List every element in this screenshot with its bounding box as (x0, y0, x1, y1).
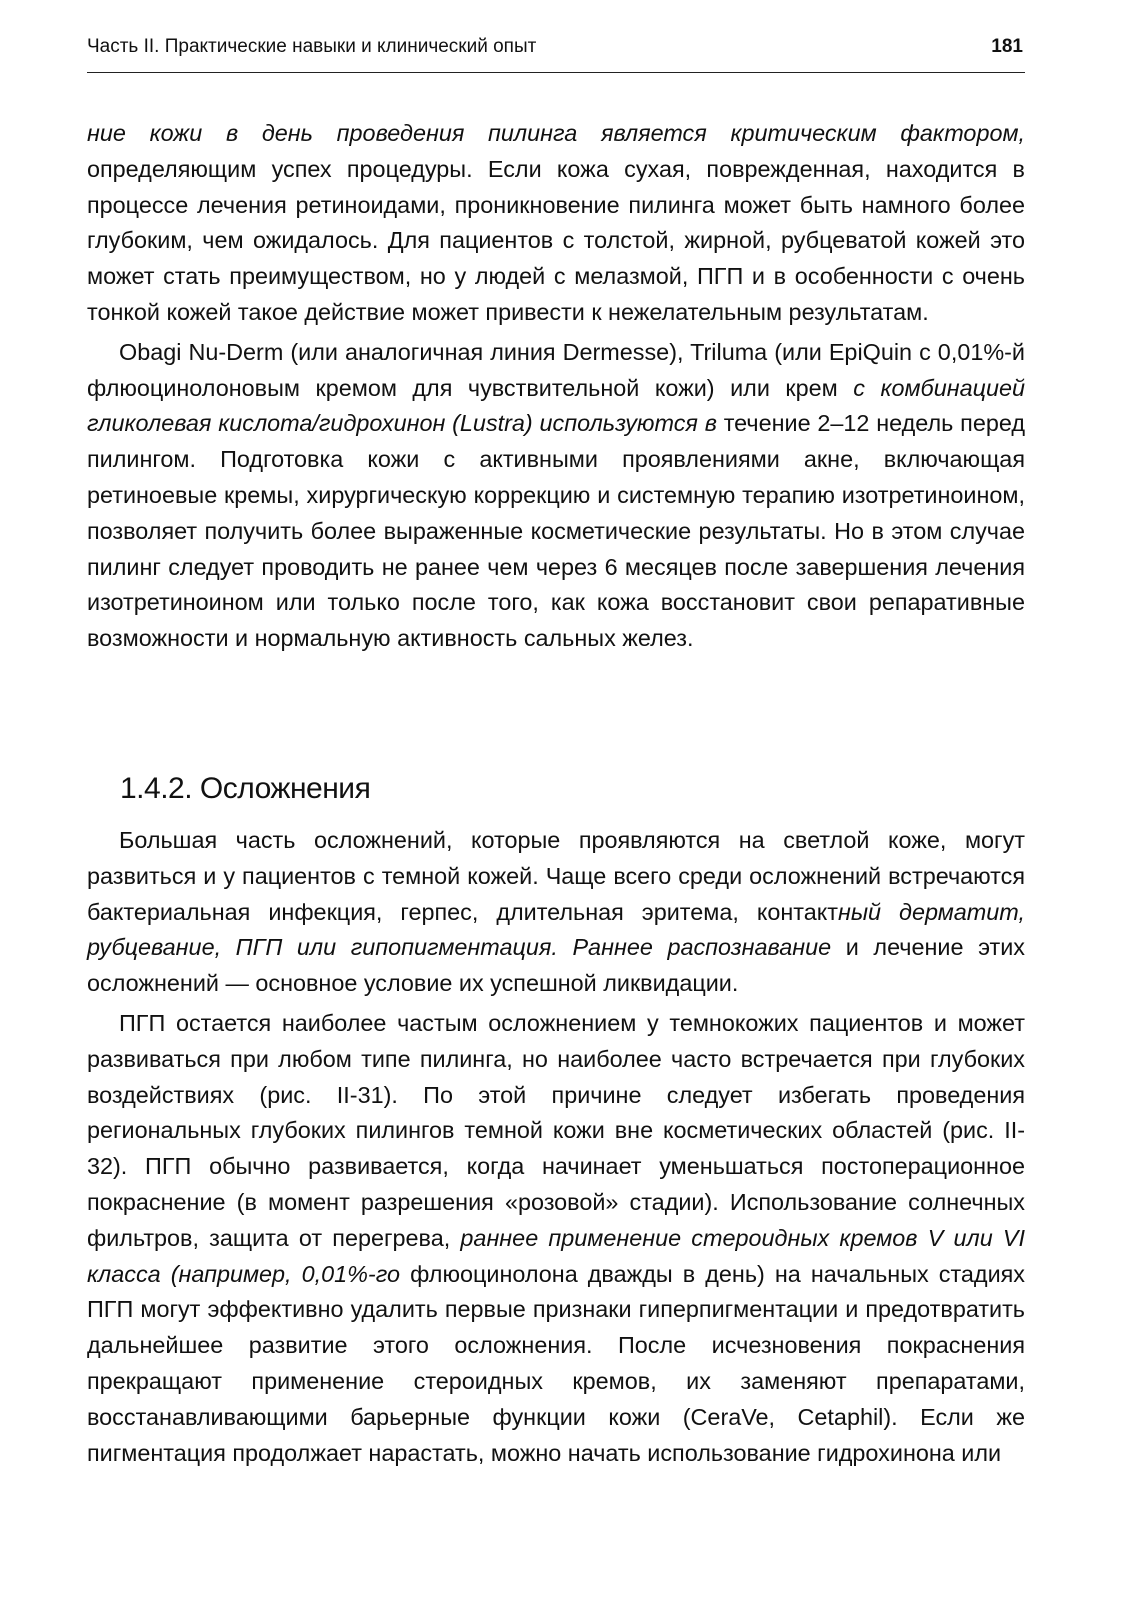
paragraph-2-text-a: Obagi Nu-Derm (или аналогичная линия Dermesse), Triluma (или EpiQuin с 0,01%-й флюоцинолоновым кремом для чувствительной кожи) или крем (87, 338, 1025, 401)
paragraph-3 (87, 823, 1025, 1002)
paragraph-2 (87, 335, 1025, 657)
paragraph-4-text-a: ПГП остается наиболее частым осложнением у темнокожих пациентов и может развиваться при любом типе пилинга, но наиболее часто встречается при глубоких воздействиях (рис. II-31). По этой причине следует избегать проведения региональных глубоких пилингов темной кожи вне косметических областей (рис. II-32). ПГП обычно развивается, когда начинает уменьшаться постоперационное покраснение (в момент разрешения «розовой» стадии). Использование солнечных фильтров, защита от перегрева, (87, 1009, 1025, 1251)
running-header (87, 36, 1025, 66)
page-number: 181 (991, 36, 1023, 57)
paragraph-1 (87, 116, 1025, 331)
paragraph-1-italic: ние кожи в день проведения пилинга является критическим фактором, (87, 120, 1025, 146)
header-rule (87, 72, 1025, 73)
text-block-top (87, 116, 1025, 657)
paragraph-4-italic: раннее применение стероидных кремов V или VI класса (например, 0,01%-го (87, 1224, 1026, 1287)
paragraph-4-text-b: флюоцинолона дважды в день) на начальных стадиях ПГП могут эффективно удалить первые признаки гиперпигментации и предотвратить дальнейшее развитие этого осложнения. После исчезновения покраснения прекращают применение стероидных кремов, их заменяют препаратами, восстанавливающими барьерные функции кожи (CeraVe, Cetaphil). Если же пигментация продолжает нарастать, можно начать использование гидрохинона или (87, 1260, 1025, 1466)
paragraph-2-italic: с комбинацией гликолевая кислота/гидрохинон (Lustra) используются в (87, 374, 1025, 437)
section-heading: 1.4.2. Осложнения (120, 772, 371, 805)
paragraph-3-text-a: Большая часть осложнений, которые проявляются на светлой коже, могут развиться и у пациентов с темной кожей. Чаще всего среди осложнений встречаются бактериальная инфекция, герпес, длительная эритема, контакт (87, 827, 1025, 925)
paragraph-2-text-b: течение 2–12 недель перед пилингом. Подготовка кожи с активными проявлениями акне, включающая ретиноевые кремы, хирургическую коррекцию и системную терапию изотретиноином, позволяет получить более выраженные косметические результаты. Но в этом случае пилинг следует проводить не ранее чем через 6 месяцев после завершения лечения изотретиноином или только после того, как кожа восстановит свои репаративные возможности и нормальную активность сальных желез. (87, 410, 1025, 652)
paragraph-3-italic: ный дерматит, рубцевание, ПГП или гипопигментация. Раннее распознавание (87, 898, 1025, 961)
text-block-bottom (87, 823, 1025, 1471)
paragraph-1-text: определяющим успех процедуры. Если кожа сухая, поврежденная, находится в процессе лечения ретиноидами, проникновение пилинга может быть намного более глубоким, чем ожидалось. Для пациентов с толстой, жирной, рубцеватой кожей это может стать преимуществом, но у людей с мелазмой, ПГП и в особенности с очень тонкой кожей такое действие может привести к нежелательным результатам. (87, 155, 1025, 325)
section-title: Часть II. Практические навыки и клинический опыт (87, 36, 537, 57)
paragraph-4 (87, 1006, 1025, 1471)
paragraph-3-text-b: и лечение этих осложнений — основное условие их успешной ликвидации. (87, 934, 1025, 997)
